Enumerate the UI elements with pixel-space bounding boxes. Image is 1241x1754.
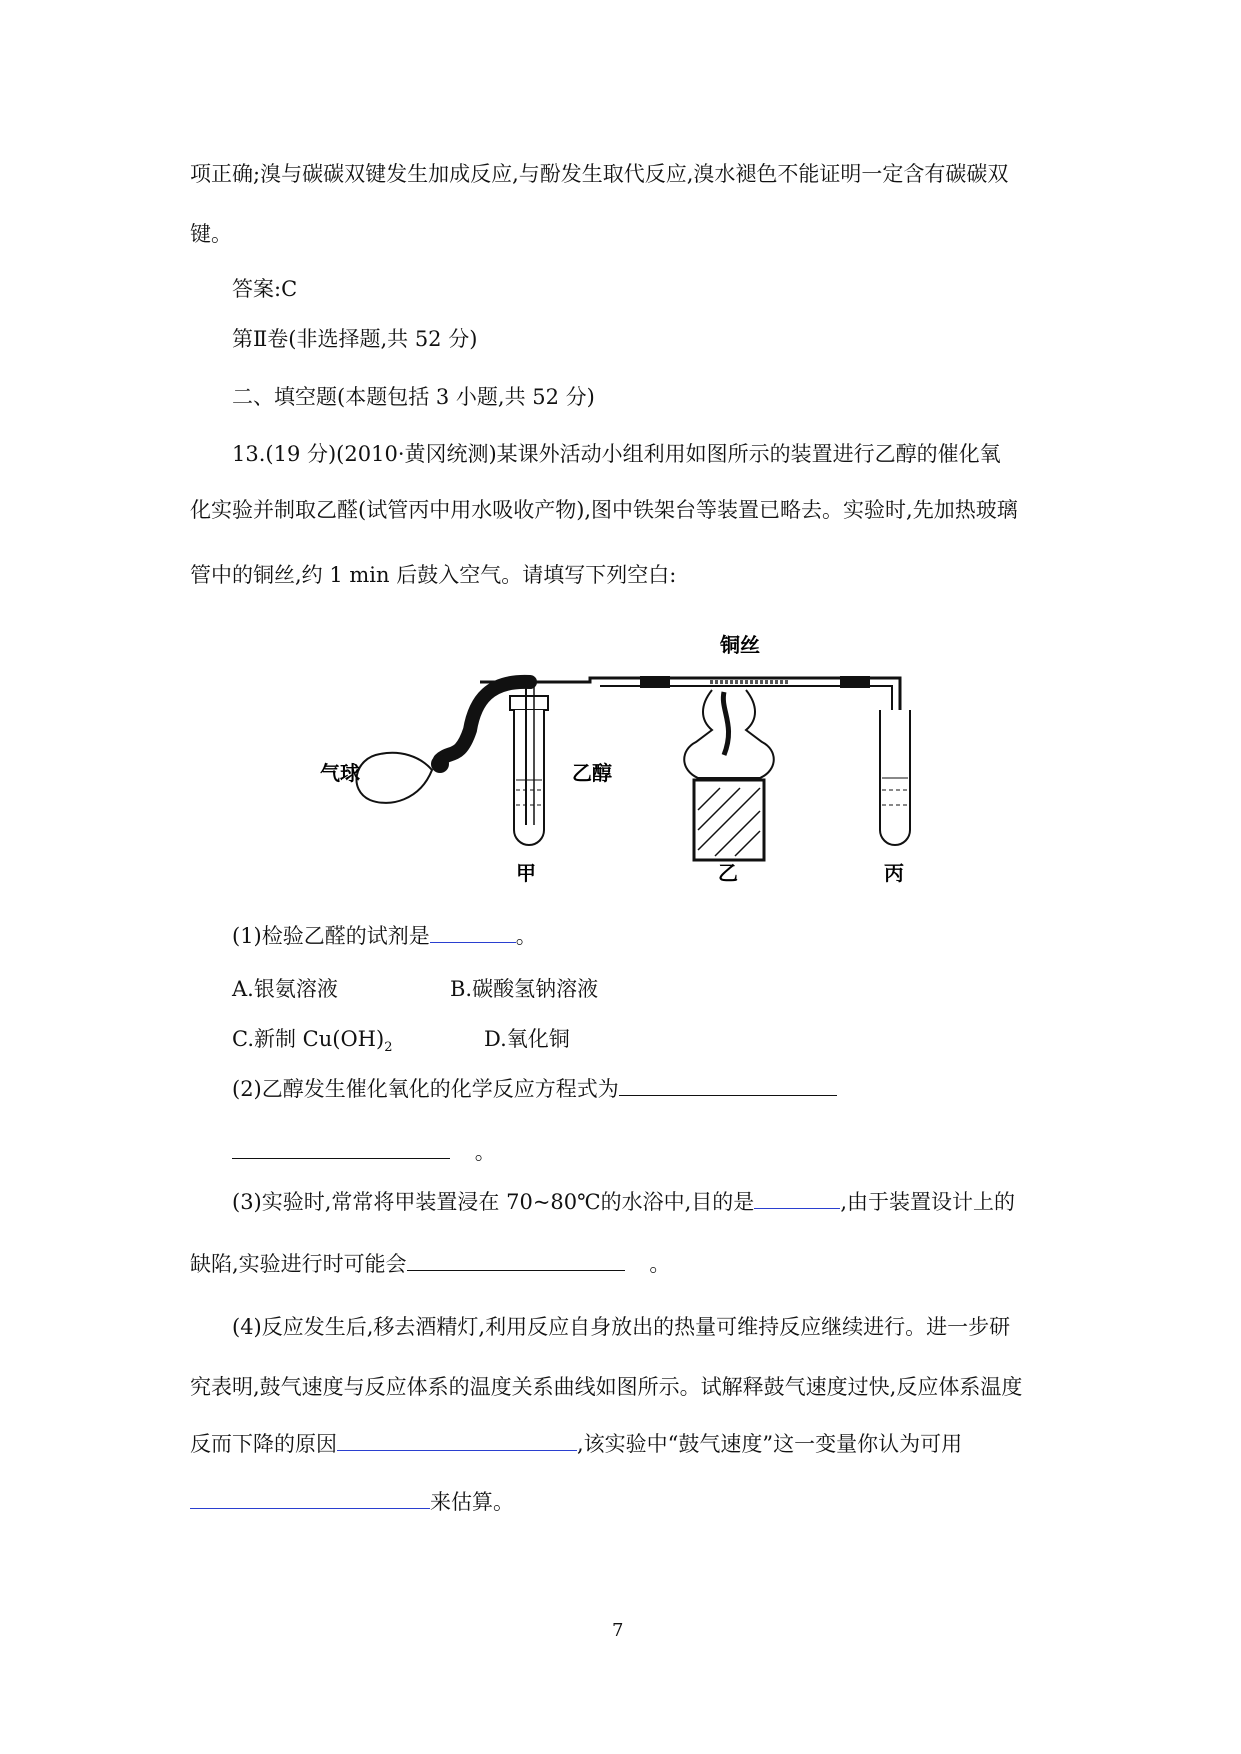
question-3-mid: ,由于装置设计上的 bbox=[840, 1190, 1015, 1214]
page-number: 7 bbox=[612, 1620, 624, 1641]
question-4-text: 反而下降的原因 bbox=[190, 1432, 337, 1456]
question-3-end: 。 bbox=[649, 1252, 671, 1276]
question-4-line bbox=[190, 1430, 962, 1458]
question-2 bbox=[232, 1075, 837, 1103]
question-1-text: (1)检验乙醛的试剂是 bbox=[232, 924, 430, 948]
balloon-label: 气球 bbox=[320, 761, 360, 785]
question-13-line: 管中的铜丝,约 1 min 后鼓入空气。请填写下列空白: bbox=[190, 563, 677, 587]
answer-blank[interactable] bbox=[407, 1250, 625, 1271]
question-1-end: 。 bbox=[515, 924, 537, 948]
question-2-end: 。 bbox=[474, 1140, 496, 1164]
question-13-line: 13.(19 分)(2010·黄冈统测)某课外活动小组利用如图所示的装置进行乙醇的催化氧 bbox=[232, 442, 1001, 466]
option-b: B.碳酸氢钠溶液 bbox=[450, 977, 599, 1001]
question-4-text: ,该实验中“鼓气速度”这一变量你认为可用 bbox=[577, 1432, 963, 1456]
question-3-line2 bbox=[190, 1250, 670, 1278]
option-d: D.氧化铜 bbox=[484, 1027, 570, 1051]
tube-bing-label: 丙 bbox=[884, 861, 904, 885]
option-c-text: C.新制 Cu(OH) bbox=[232, 1027, 385, 1051]
question-3 bbox=[232, 1188, 1015, 1216]
copper-wire-label: 铜丝 bbox=[720, 633, 760, 657]
answer-line: 答案:C bbox=[232, 277, 298, 301]
answer-blank[interactable] bbox=[619, 1075, 837, 1096]
option-c bbox=[232, 1025, 392, 1062]
option-c-subscript: 2 bbox=[384, 1040, 393, 1056]
question-4-end: 来估算。 bbox=[430, 1490, 514, 1514]
apparatus-figure bbox=[320, 630, 960, 890]
part-heading: 二、填空题(本题包括 3 小题,共 52 分) bbox=[232, 385, 595, 409]
answer-blank[interactable] bbox=[754, 1188, 840, 1209]
tube-jia-label: 甲 bbox=[516, 861, 536, 885]
answer-blank[interactable] bbox=[232, 1138, 450, 1159]
answer-blank[interactable] bbox=[430, 922, 516, 943]
question-4-line: (4)反应发生后,移去酒精灯,利用反应自身放出的热量可维持反应继续进行。进一步研 bbox=[232, 1315, 1011, 1339]
question-4-line bbox=[190, 1488, 514, 1516]
answer-blank[interactable] bbox=[337, 1430, 577, 1451]
question-13-line: 化实验并制取乙醛(试管丙中用水吸收产物),图中铁架台等装置已略去。实验时,先加热玻璃 bbox=[190, 498, 1018, 522]
question-3-line2-text: 缺陷,实验进行时可能会 bbox=[190, 1252, 407, 1276]
body-text-line: 项正确;溴与碳碳双键发生加成反应,与酚发生取代反应,溴水褪色不能证明一定含有碳碳双 bbox=[190, 162, 1009, 186]
body-text-line: 键。 bbox=[190, 222, 232, 246]
question-1 bbox=[232, 922, 537, 950]
question-4-line: 究表明,鼓气速度与反应体系的温度关系曲线如图所示。试解释鼓气速度过快,反应体系温度 bbox=[190, 1375, 1023, 1399]
question-3-text: (3)实验时,常常将甲装置浸在 70~80℃的水浴中,目的是 bbox=[232, 1190, 755, 1214]
answer-blank[interactable] bbox=[190, 1488, 430, 1509]
question-2-line2 bbox=[232, 1138, 496, 1166]
option-a: A.银氨溶液 bbox=[232, 977, 338, 1001]
ethanol-label: 乙醇 bbox=[572, 761, 612, 785]
section-heading: 第Ⅱ卷(非选择题,共 52 分) bbox=[232, 327, 478, 351]
question-2-text: (2)乙醇发生催化氧化的化学反应方程式为 bbox=[232, 1077, 619, 1101]
lamp-yi-label: 乙 bbox=[718, 861, 738, 885]
